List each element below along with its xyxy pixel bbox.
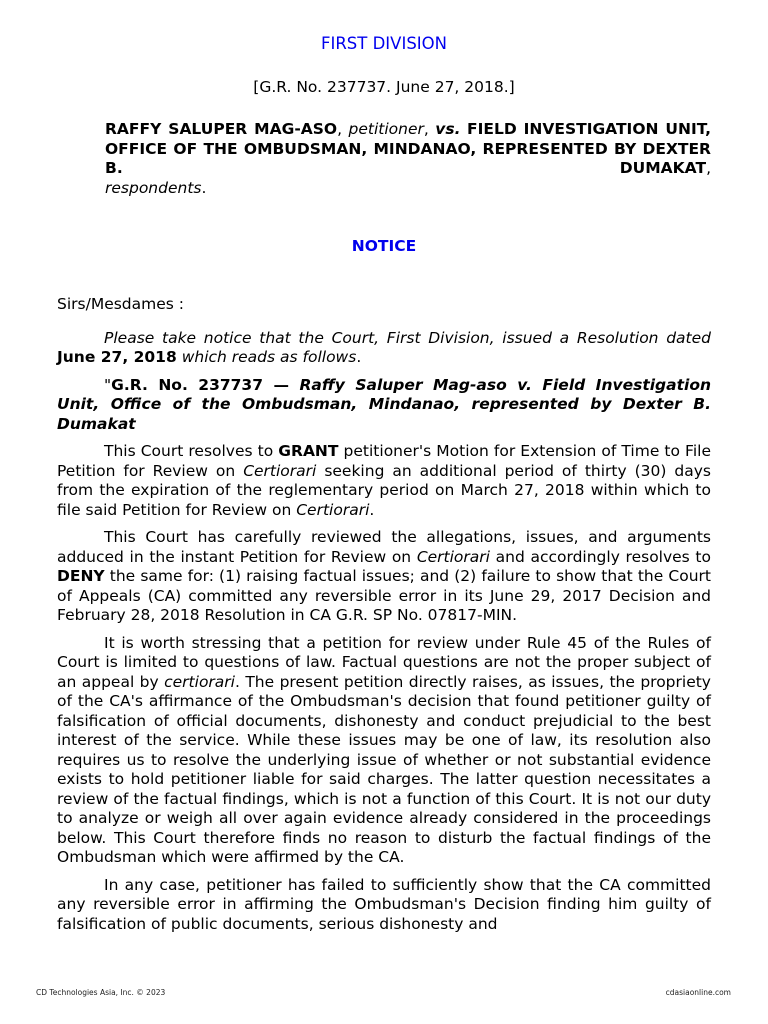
intro-paragraph	[57, 329, 711, 368]
certiorari-term: certiorari	[164, 672, 235, 691]
paragraph-grant	[57, 442, 711, 520]
text-run: It is worth stressing that a petition for review under Rule 45 of the Rules of Court is limited to questions of law. Factual questions are not the proper subject of an appeal by	[57, 633, 711, 691]
deny-word: DENY	[57, 567, 105, 585]
text-run: and accordingly resolves to	[495, 547, 711, 566]
caption-period: .	[201, 178, 207, 197]
intro-text-end: which reads as follows	[181, 348, 357, 366]
document-body	[57, 295, 711, 942]
text-run: . The present petition directly raises, as issues, the propriety of the CA's affirmance of the Ombudsman's decision that found petitioner guilty of falsification of official documents, dishonesty and conduct prejudicial to the best interest of the service. While these issues may be one of law, its resolution also requires us to resolve the underlying issue of whether or not substantial evidence exists to hold petitioner liable for said charges. The latter question necessitates a review of the factual findings, which is not a function of this Court. It is not our duty to analyze or weigh all over again evidence already considered in the proceedings below. This Court therefore finds no reason to disturb the factual findings of the Ombudsman which were affirmed by the CA.	[57, 672, 711, 866]
text-run: the same for: (1) raising factual issues; and (2) failure to show that the Court of Appeals (CA) committed any reversible error in its June 29, 2017 Decision and February 28, 2018 Resolution in CA G.R. SP No. 07817-MIN.	[57, 567, 711, 624]
salutation: Sirs/Mesdames :	[57, 295, 184, 313]
petitioner-name: RAFFY SALUPER MAG-ASO	[105, 120, 338, 138]
caption-comma: ,	[337, 120, 343, 138]
intro-text: Please take notice that the Court, First Division, issued a Resolution dated	[104, 328, 711, 347]
resolution-gr: G.R. No. 237737	[111, 375, 264, 394]
certiorari-term: Certiorari	[243, 461, 317, 480]
resolution-case-title: Raffy Saluper Mag-aso v. Field Investigation Unit, Office of the Ombudsman, Mindanao, represented by Dexter B. Dumakat	[57, 375, 712, 433]
footer-website: cdasiaonline.com	[665, 988, 731, 997]
caption-comma: ,	[706, 159, 711, 177]
intro-period: .	[356, 348, 362, 366]
text-run: .	[369, 500, 375, 519]
open-quote: "	[104, 375, 112, 394]
resolution-heading	[57, 376, 711, 435]
resolution-date: June 27, 2018	[57, 348, 177, 366]
division-heading: FIRST DIVISION	[320, 34, 447, 53]
text-run: In any case, petitioner has failed to sufficiently show that the CA committed any reversible error in affirming the Ombudsman's Decision finding him guilty of falsification of public documents, serious dishonesty and	[57, 875, 711, 933]
gr-number-line: [G.R. No. 237737. June 27, 2018.]	[253, 78, 515, 96]
paragraph-rule-45	[57, 634, 711, 868]
grant-word: GRANT	[278, 442, 339, 460]
certiorari-term: Certiorari	[416, 547, 490, 566]
text-run: petitioner's Motion for Extension of Time to File Petition for Review on	[57, 442, 711, 480]
certiorari-term: Certiorari	[296, 500, 370, 519]
resolution-dash: —	[263, 375, 300, 394]
versus: vs.	[435, 120, 461, 138]
paragraph-in-any-case	[57, 876, 711, 935]
notice-title: NOTICE	[351, 237, 417, 255]
text-run: This Court resolves to	[104, 442, 274, 460]
caption-comma: ,	[423, 120, 429, 138]
paragraph-deny	[57, 528, 711, 626]
footer-copyright: CD Technologies Asia, Inc. © 2023	[36, 988, 166, 997]
case-caption	[105, 120, 711, 198]
text-run: This Court has carefully reviewed the allegations, issues, and arguments adduced in the instant Petition for Review on	[57, 528, 711, 566]
petitioner-role: petitioner	[348, 120, 424, 138]
respondent-name: FIELD INVESTIGATION UNIT, OFFICE OF THE OMBUDSMAN, MINDANAO, REPRESENTED BY DEXTER B. DUMAKAT	[105, 120, 711, 177]
respondent-role: respondents	[105, 178, 202, 197]
text-run: seeking an additional period of thirty (30) days from the expiration of the reglementary period on March 27, 2018 within which to file said Petition for Review on	[57, 461, 711, 519]
caption-last-line	[105, 179, 711, 199]
